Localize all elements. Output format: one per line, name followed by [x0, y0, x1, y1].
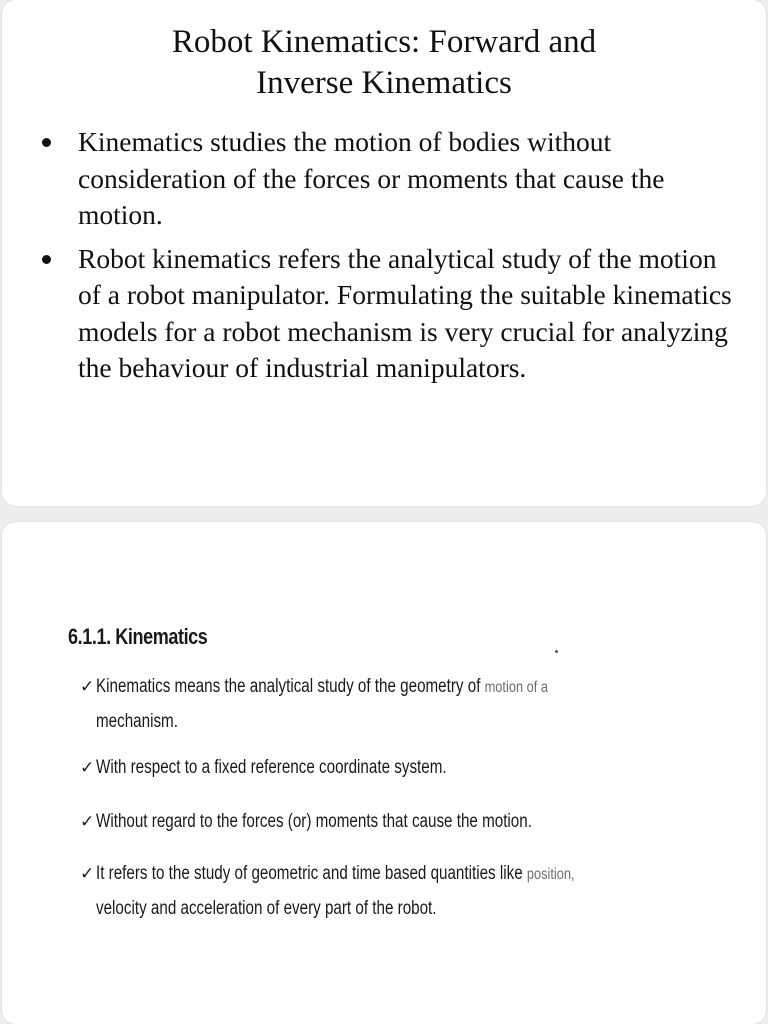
- checklist-item-text: With respect to a fixed reference coordinate system.: [96, 757, 447, 778]
- checklist-item-line: [96, 670, 595, 705]
- checklist: [80, 670, 720, 926]
- slide-title: [2, 22, 766, 104]
- checklist-item-faded-text: position,: [526, 866, 575, 883]
- scan-speck: [555, 650, 558, 653]
- checklist-item: [80, 751, 720, 785]
- check-mark-icon: ✓: [80, 758, 95, 777]
- checklist-item-continuation: mechanism.: [96, 711, 178, 732]
- checklist-item-text: Without regard to the forces (or) moments that cause the motion.: [96, 811, 532, 832]
- slide-card: [2, 0, 766, 506]
- checklist-item-faded-text: motion of a: [484, 679, 548, 696]
- slide-title-line-2: Inverse Kinematics: [256, 65, 512, 101]
- section-heading: 6.1.1. Kinematics: [68, 624, 208, 649]
- check-mark-icon: ✓: [80, 864, 95, 883]
- slide-bullet-item: [32, 241, 742, 387]
- checklist-item-line: [96, 857, 595, 892]
- checklist-item: [80, 670, 720, 739]
- checklist-item-text: It refers to the study of geometric and time based quantities like: [96, 863, 527, 884]
- check-mark-icon: ✓: [80, 812, 95, 831]
- slide-bullet-item: [32, 124, 742, 234]
- checklist-item: [80, 857, 720, 926]
- slide-bullet-text: Kinematics studies the motion of bodies without consideration of the forces or moments that cause the motion.: [78, 126, 665, 230]
- bullet-dot-icon: [42, 255, 51, 264]
- checklist-item-continuation: velocity and acceleration of every part of the robot.: [96, 898, 437, 919]
- slide-title-line-1: Robot Kinematics: Forward and: [171, 24, 597, 60]
- slide-bullet-text: Robot kinematics refers the analytical study of the motion of a robot manipulator. Formulating the suitable kinematics models for a robot mechanism is very crucial for analyzing the behaviour of industrial manipulators.: [78, 242, 732, 383]
- check-mark-icon: ✓: [80, 677, 95, 696]
- checklist-item-text: Kinematics means the analytical study of the geometry of: [96, 676, 485, 697]
- slide-bullet-list: [32, 124, 742, 394]
- bullet-dot-icon: [42, 138, 51, 147]
- checklist-item: [80, 805, 720, 839]
